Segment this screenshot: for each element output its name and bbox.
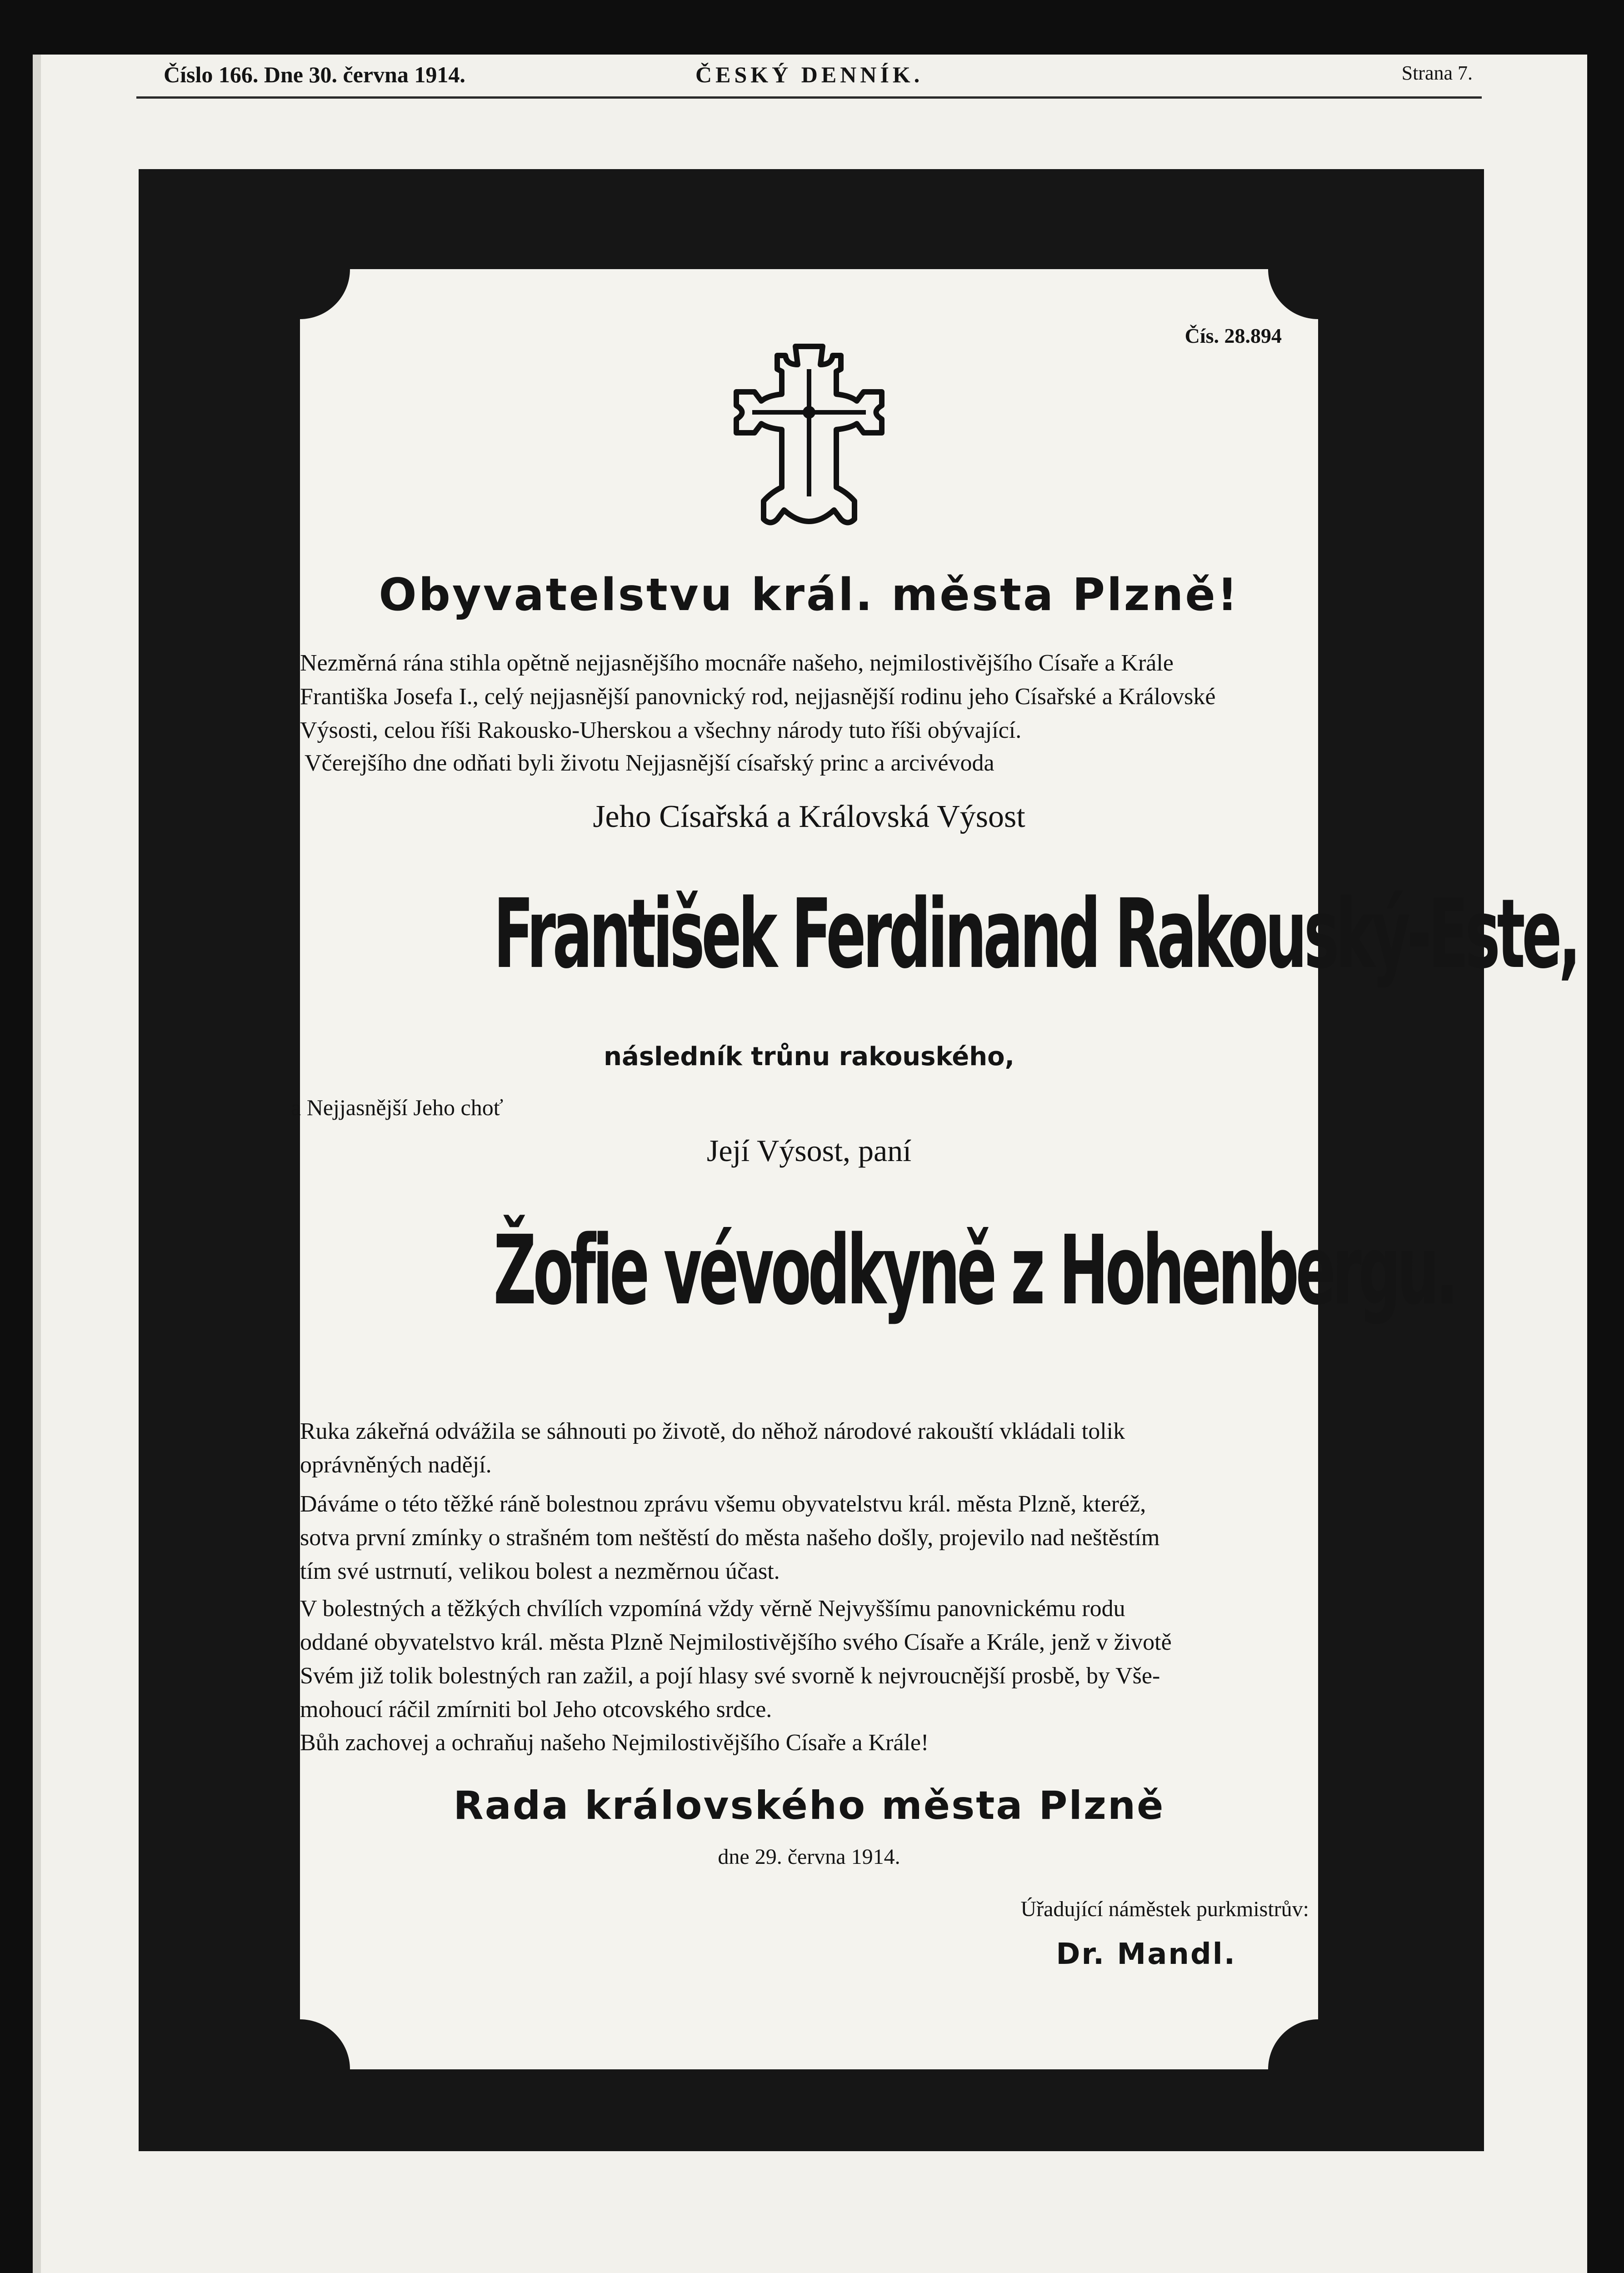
council-signature: Rada královského města Plzně xyxy=(453,1783,1165,1828)
office-title: Úřadující náměstek purkmistrův: xyxy=(1020,1897,1309,1921)
consort-intro: a Nejjasnější Jeho choť xyxy=(291,1095,504,1120)
frame-corner xyxy=(1268,251,1336,319)
text-line: mohoucí ráčil zmírniti bol Jeho otcovského srdce. xyxy=(300,1697,772,1722)
text-line: Františka Josefa I., celý nejjasnější panovnický rod, nejjasnější rodinu jeho Císařské a Královské xyxy=(300,684,1216,710)
duchess-title: Její Výsost, paní xyxy=(706,1133,912,1168)
text-line: V bolestných a těžkých chvílích vzpomíná vždy věrně Nejvyššímu panovnickému rodu xyxy=(300,1596,1125,1622)
paragraph-yesterday xyxy=(300,746,1318,780)
frame-corner xyxy=(1268,2019,1336,2088)
page-header xyxy=(136,61,1482,107)
text-line: Výsosti, celou říši Rakousko-Uherskou a všechny národy tuto říši obývající. xyxy=(300,717,1022,743)
paragraph-loyalty xyxy=(300,1592,1318,1727)
archduke-name: František Ferdinand Rakouský-Este, xyxy=(493,878,1578,990)
text-line: Dáváme o této těžké ráně bolestnou zprávu všemu obyvatelstvu král. města Plzně, kteréž, xyxy=(300,1491,1146,1517)
text-line: Bůh zachovej a ochraňuj našeho Nejmilostivějšího Císaře a Krále! xyxy=(300,1730,929,1756)
text-line: oddané obyvatelstvo král. města Plzně Nejmilostivějšího svého Císaře a Krále, jenž v životě xyxy=(300,1629,1172,1655)
text-line: oprávněných nadějí. xyxy=(300,1452,492,1478)
cross-icon xyxy=(727,337,891,537)
text-line: Včerejšího dne odňati byli životu Nejjasnější císařský princ a arcivévoda xyxy=(305,750,994,776)
text-line: tím své ustrnutí, velikou bolest a nezměrnou účast. xyxy=(300,1558,780,1584)
page-edge xyxy=(33,55,41,2273)
newspaper-title: ČESKÝ DENNÍK. xyxy=(695,62,924,87)
notice-date: dne 29. června 1914. xyxy=(718,1845,900,1869)
frame-corner xyxy=(282,2019,350,2088)
notice-panel xyxy=(291,269,1578,2069)
heir-title: následník trůnu rakouského, xyxy=(604,1042,1014,1071)
signer-name: Dr. Mandl. xyxy=(1056,1938,1236,1971)
paragraph-prayer xyxy=(300,1726,1318,1760)
text-line: Nezměrná rána stihla opětně nejjasnějšího mocnáře našeho, nejmilostivějšího Císaře a Krále xyxy=(300,650,1174,676)
notice-title: Obyvatelstvu král. města Plzně! xyxy=(379,569,1239,621)
page-number: Strana 7. xyxy=(1401,62,1473,84)
duchess-name: Žofie vévodkyně z Hohenbergu. xyxy=(493,1215,1455,1326)
header-rule xyxy=(136,96,1482,99)
text-line: Ruka zákeřná odvážila se sáhnouti po životě, do něhož národové rakouští vkládali tolik xyxy=(300,1418,1125,1444)
archduke-title: Jeho Císařská a Královská Výsost xyxy=(593,799,1025,834)
paragraph-hand xyxy=(300,1415,1318,1482)
notice-number: Čís. 28.894 xyxy=(1184,324,1282,347)
mourning-frame xyxy=(139,169,1578,2151)
issue-info: Číslo 166. Dne 30. června 1914. xyxy=(164,62,465,87)
paragraph-news xyxy=(300,1487,1318,1588)
text-line: Svém již tolik bolestných ran zažil, a pojí hlasy své svorně k nejvroucnější prosbě, by Vše- xyxy=(300,1663,1160,1689)
paragraph-intro xyxy=(300,646,1318,747)
text-line: sotva první zmínky o strašném tom neštěstí do města našeho došly, projevilo nad neštěstím xyxy=(300,1525,1160,1551)
frame-corner xyxy=(282,251,350,319)
